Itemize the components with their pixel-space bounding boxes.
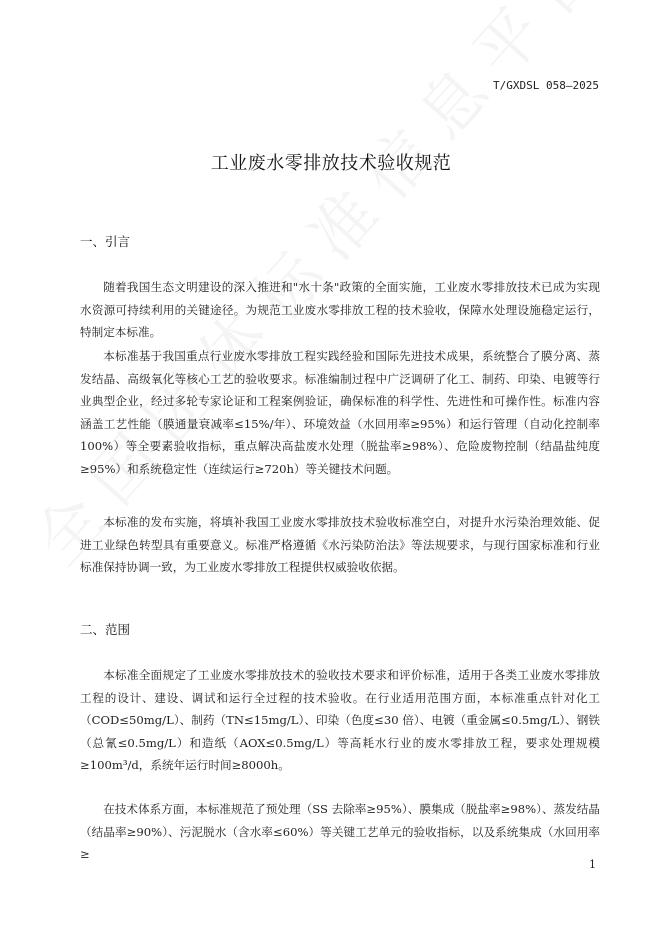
scope-paragraph-1: 本标准全面规定了工业废水零排放技术的验收技术要求和评价标准，适用于各类工业废水零排放工程的设计、建设、调试和运行全过程的技术验收。在行业适用范围方面，本标准重点针对化工（COD≤50mg/L）、制药（TN≤15mg/L）、印染（色度≤30 倍）、电镀（重金属≤0.5mg/L）、钢铁（总氰≤0.5mg/L）和造纸（AOX≤0.5mg/L）等高耗水行业的废水零排放工程，要求处理规模≥100m³/d，系统年运行时间≥8000h。 (80, 668, 600, 773)
standard-number: T/GXDSL 058—2025 (493, 79, 599, 92)
intro-paragraph-1: 随着我国生态文明建设的深入推进和"水十条"政策的全面实施，工业废水零排放技术已成为实现水资源可持续利用的关键途径。为规范工业废水零排放工程的技术验收，保障水处理设施稳定运行，特制定本标准。 (80, 280, 600, 340)
section-heading-introduction: 一、引言 (80, 234, 131, 249)
scope-paragraph-2: 在技术体系方面，本标准规范了预处理（SS 去除率≥95%）、膜集成（脱盐率≥98%）、蒸发结晶（结晶率≥90%）、污泥脱水（含水率≤60%）等关键工艺单元的验收指标，以及系统集成（水回用率≥ (80, 802, 600, 862)
document-title: 工业废水零排放技术验收规范 (210, 153, 452, 174)
section-heading-scope: 二、范围 (80, 622, 131, 637)
intro-paragraph-3: 本标准的发布实施，将填补我国工业废水零排放技术验收标准空白，对提升水污染治理效能、促进工业绿色转型具有重要意义。标准严格遵循《水污染防治法》等法规要求，与现行国家标准和行业标准保持协调一致，为工业废水零排放工程提供权威验收依据。 (80, 515, 600, 575)
page-number: 1 (589, 858, 596, 871)
intro-paragraph-2: 本标准基于我国重点行业废水零排放工程实践经验和国际先进技术成果，系统整合了膜分离、蒸发结晶、高级氧化等核心工艺的验收要求。标准编制过程中广泛调研了化工、制药、印染、电镀等行业典型企业，经过多轮专家论证和工程案例验证，确保标准的科学性、先进性和可操作性。标准内容涵盖工艺性能（膜通量衰减率≤15%/年）、环境效益（水回用率≥95%）和运行管理（自动化控制率 100%）等全要素验收指标，重点解决高盐废水处理（脱盐率≥98%）、危险废物控制（结晶盐纯度≥95%）和系统稳定性（连续运行≥720h）等关键技术问题。 (80, 349, 600, 476)
